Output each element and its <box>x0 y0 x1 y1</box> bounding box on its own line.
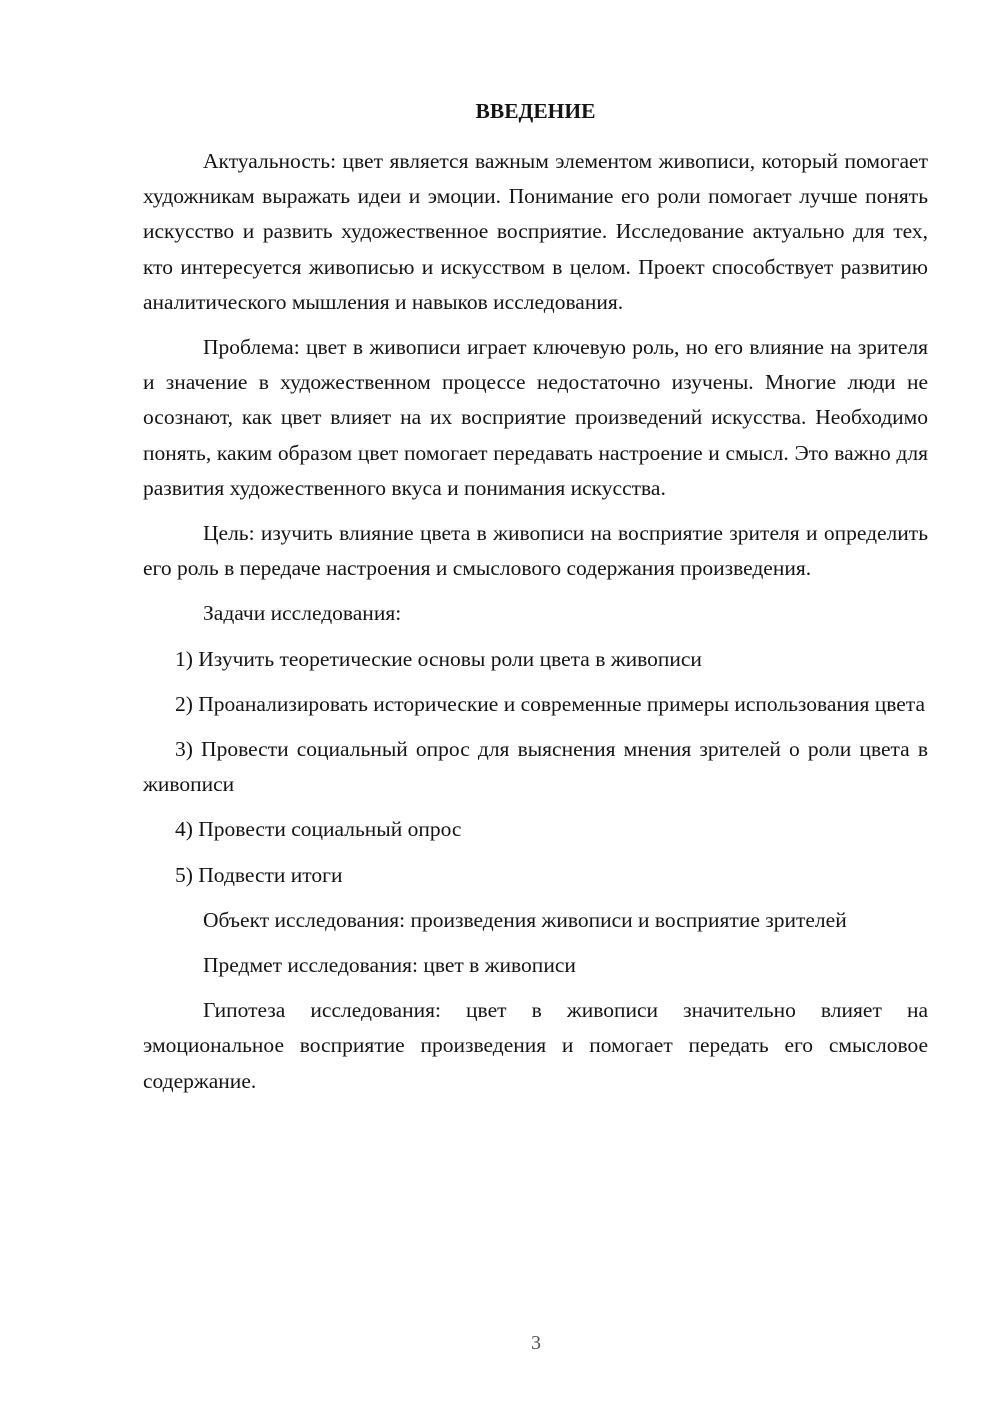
paragraph-object: Объект исследования: произведения живописи и восприятие зрителей <box>203 907 847 932</box>
task-item-4: 4) Провести социальный опрос <box>175 817 462 842</box>
paragraph-subject: Предмет исследования: цвет в живописи <box>203 953 576 978</box>
paragraph-problem: Проблема: цвет в живописи играет ключевую роль, но его влияние на зрителя и значение в художественном процессе недостаточно изучены. Многие люди не осознают, как цвет влияет на их восприятие произведений искусства. Необходимо понять, каким образом цвет помогает передавать настроение и смысл. Это важно для развития художественного вкуса и понимания искусства. <box>143 335 928 500</box>
task-item-1: 1) Изучить теоретические основы роли цвета в живописи <box>175 646 702 671</box>
task-item-2: 2) Проанализировать исторические и современные примеры использования цвета <box>175 691 925 716</box>
paragraph-relevance: Актуальность: цвет является важным элементом живописи, который помогает художникам выражать идеи и эмоции. Понимание его роли помогает лучше понять искусство и развить художественное восприятие. Исследование актуально для тех, кто интересуется живописью и искусством в целом. Проект способствует развитию аналитического мышления и навыков исследования. <box>143 149 928 314</box>
paragraph-tasks-heading: Задачи исследования: <box>203 601 402 626</box>
section-title: ВВЕДЕНИЕ <box>475 99 596 123</box>
document-body <box>143 94 928 1109</box>
task-item-5: 5) Подвести итоги <box>175 862 343 887</box>
paragraph-goal: Цель: изучить влияние цвета в живописи на восприятие зрителя и определить его роль в передаче настроения и смыслового содержания произведения. <box>143 521 928 581</box>
page-number: 3 <box>531 1332 541 1354</box>
task-item-3: 3) Провести социальный опрос для выяснения мнения зрителей о роли цвета в живописи <box>143 737 928 797</box>
paragraph-hypothesis: Гипотеза исследования: цвет в живописи значительно влияет на эмоциональное восприятие произведения и помогает передать его смысловое содержание. <box>143 998 928 1093</box>
